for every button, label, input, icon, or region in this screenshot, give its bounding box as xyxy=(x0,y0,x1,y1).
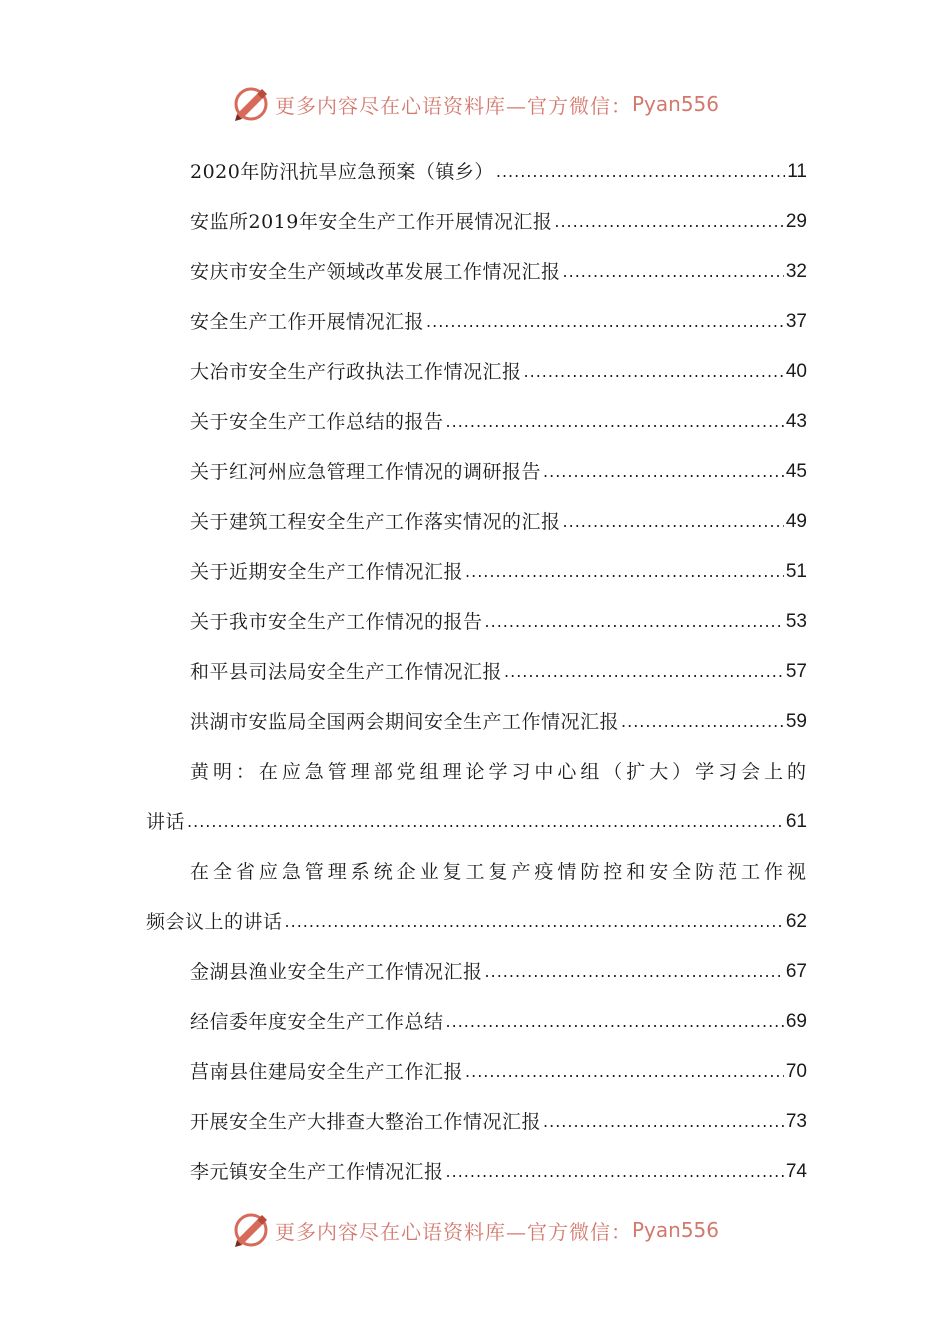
toc-leader-dots xyxy=(554,206,784,238)
toc-leader-dots xyxy=(446,1156,784,1188)
toc-entry-wrapped-second-line[interactable] xyxy=(146,906,807,938)
toc-entry[interactable] xyxy=(190,1056,807,1088)
toc-entry-page: 69 xyxy=(785,1011,807,1032)
toc-leader-dots xyxy=(485,606,784,638)
toc-entry[interactable] xyxy=(190,356,807,388)
toc-leader-dots xyxy=(563,256,784,288)
toc-entry-title: 开展安全生产大排查大整治工作情况汇报 xyxy=(190,1111,542,1133)
toc-entry-title: 2020年防汛抗旱应急预案（镇乡） xyxy=(190,161,494,183)
toc-leader-dots xyxy=(446,1006,784,1038)
toc-entry-wrapped-second-line[interactable] xyxy=(146,806,807,838)
toc-entry-page: 59 xyxy=(785,711,807,732)
toc-entry[interactable] xyxy=(190,506,807,538)
toc-entry-title: 安全生产工作开展情况汇报 xyxy=(190,311,425,333)
footer-banner xyxy=(0,1208,950,1252)
toc-entry-page: 43 xyxy=(785,411,807,432)
toc-entry-title: 黄明：在应急管理部党组理论学习中心组（扩大）学习会上的 xyxy=(190,761,807,783)
toc-entry-page: 74 xyxy=(785,1161,807,1182)
toc-entry-page: 40 xyxy=(785,361,807,382)
toc-entry-page: 70 xyxy=(785,1061,807,1082)
toc-leader-dots xyxy=(621,706,784,738)
toc-entry-page: 11 xyxy=(787,161,807,182)
toc-entry-page: 49 xyxy=(785,511,807,532)
toc-entry[interactable] xyxy=(190,406,807,438)
pen-logo-icon xyxy=(231,1210,271,1250)
toc-leader-dots xyxy=(504,656,784,688)
toc-entry-title: 李元镇安全生产工作情况汇报 xyxy=(190,1161,444,1183)
toc-entry-title: 在全省应急管理系统企业复工复产疫情防控和安全防范工作视 xyxy=(190,861,807,883)
toc-entry-wrapped-first-line[interactable] xyxy=(190,856,807,888)
toc-entry-title: 安监所2019年安全生产工作开展情况汇报 xyxy=(190,211,553,233)
toc-entry[interactable] xyxy=(190,206,807,238)
toc-entry-page: 51 xyxy=(785,561,807,582)
toc-leader-dots xyxy=(485,956,784,988)
toc-leader-dots xyxy=(187,806,784,838)
banner-text: 更多内容尽在心语资料库—官方微信： xyxy=(274,1219,632,1244)
toc-entry-title: 经信委年度安全生产工作总结 xyxy=(190,1011,444,1033)
toc-entry-title: 大冶市安全生产行政执法工作情况汇报 xyxy=(190,361,522,383)
banner-brand: Pyan556 xyxy=(631,1218,719,1242)
toc-entry-page: 57 xyxy=(785,661,807,682)
toc-entry-page: 67 xyxy=(785,961,807,982)
toc-entry-page: 53 xyxy=(785,611,807,632)
toc-leader-dots xyxy=(543,1106,784,1138)
toc-leader-dots xyxy=(285,906,784,938)
toc-entry-page: 73 xyxy=(785,1111,807,1132)
toc-entry-title: 金湖县渔业安全生产工作情况汇报 xyxy=(190,961,483,983)
toc-entry-title: 关于安全生产工作总结的报告 xyxy=(190,411,444,433)
pen-logo-icon xyxy=(231,84,271,124)
toc-entry[interactable] xyxy=(190,1006,807,1038)
toc-entry-title: 和平县司法局安全生产工作情况汇报 xyxy=(190,661,503,683)
banner-text: 更多内容尽在心语资料库—官方微信： xyxy=(274,93,632,118)
toc-entry-page: 29 xyxy=(785,211,807,232)
toc-entry[interactable] xyxy=(190,656,807,688)
toc-entry-title: 关于建筑工程安全生产工作落实情况的汇报 xyxy=(190,511,561,533)
toc-entry[interactable] xyxy=(190,556,807,588)
toc-entry-page: 37 xyxy=(785,311,807,332)
toc-entry[interactable] xyxy=(190,956,807,988)
toc-entry-title: 关于近期安全生产工作情况汇报 xyxy=(190,561,464,583)
toc-entry-title-continued: 频会议上的讲话 xyxy=(146,911,283,933)
toc-leader-dots xyxy=(524,356,784,388)
toc-entry-page: 62 xyxy=(785,911,807,932)
toc-entry[interactable] xyxy=(190,606,807,638)
toc-leader-dots xyxy=(465,556,784,588)
toc-entry[interactable] xyxy=(190,156,807,188)
toc-entry-title: 洪湖市安监局全国两会期间安全生产工作情况汇报 xyxy=(190,711,620,733)
toc-entry-wrapped-first-line[interactable] xyxy=(190,756,807,788)
toc-leader-dots xyxy=(426,306,784,338)
header-banner xyxy=(0,82,950,126)
toc-entry-title: 关于红河州应急管理工作情况的调研报告 xyxy=(190,461,542,483)
toc-entry[interactable] xyxy=(190,1106,807,1138)
toc-entry-page: 61 xyxy=(785,811,807,832)
toc-leader-dots xyxy=(465,1056,784,1088)
toc-entry[interactable] xyxy=(190,306,807,338)
toc-entry-title: 安庆市安全生产领域改革发展工作情况汇报 xyxy=(190,261,561,283)
toc-leader-dots xyxy=(446,406,784,438)
toc-entry-title: 莒南县住建局安全生产工作汇报 xyxy=(190,1061,464,1083)
toc-leader-dots xyxy=(496,156,785,188)
toc-entry-title-continued: 讲话 xyxy=(146,811,186,833)
toc-entry-page: 32 xyxy=(785,261,807,282)
toc-leader-dots xyxy=(563,506,784,538)
toc-entry-page: 45 xyxy=(785,461,807,482)
toc-entry[interactable] xyxy=(190,256,807,288)
toc-entry-title: 关于我市安全生产工作情况的报告 xyxy=(190,611,483,633)
toc-leader-dots xyxy=(543,456,784,488)
toc-entry[interactable] xyxy=(190,1156,807,1188)
banner-brand: Pyan556 xyxy=(631,92,719,116)
toc-entry[interactable] xyxy=(190,706,807,738)
toc-entry[interactable] xyxy=(190,456,807,488)
